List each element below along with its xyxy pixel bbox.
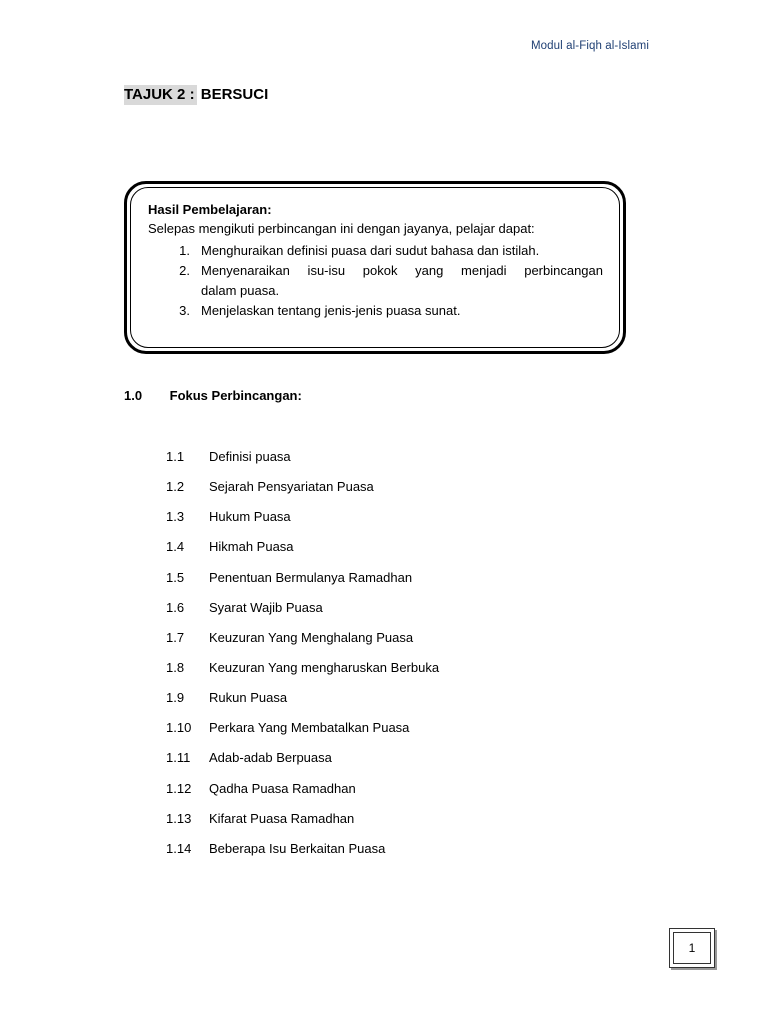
topic-number: 1.2: [166, 479, 185, 495]
focus-topic-item: [166, 840, 439, 870]
topic-text: Adab-adab Berpuasa: [209, 750, 332, 766]
focus-topic-item: [166, 659, 439, 689]
outcome-number: 2.: [179, 263, 190, 278]
focus-topic-list: [166, 448, 439, 870]
outcome-text: Menyenaraikan isu-isu pokok yang menjadi perbincangan: [201, 263, 603, 278]
outcome-text: Menghuraikan definisi puasa dari sudut bahasa dan istilah.: [201, 243, 540, 258]
topic-text: Hukum Puasa: [209, 509, 291, 525]
topic-number: 1.10: [166, 720, 192, 736]
topic-text: Kifarat Puasa Ramadhan: [209, 810, 355, 826]
outcome-item: [148, 261, 603, 281]
topic-number: 1.8: [166, 659, 185, 675]
topic-number: 1.5: [166, 569, 185, 585]
focus-topic-item: [166, 508, 439, 538]
topic-text: Qadha Puasa Ramadhan: [209, 780, 356, 796]
topic-number: 1.1: [166, 449, 185, 464]
topic-number: 1.4: [166, 539, 185, 555]
topic-number: 1.13: [166, 810, 192, 826]
focus-topic-item: [166, 780, 439, 810]
topic-number: 1.12: [166, 780, 192, 796]
outcome-item-continuation: [148, 281, 603, 301]
title-label: TAJUK 2 :: [124, 86, 195, 103]
focus-topic-item: [166, 629, 439, 659]
page-number: 1: [673, 932, 711, 964]
section-number: 1.0: [124, 388, 143, 403]
section-title: Fokus Perbincangan:: [169, 388, 302, 403]
topic-number: 1.6: [166, 599, 185, 615]
focus-topic-item: [166, 810, 439, 840]
topic-text: Rukun Puasa: [209, 690, 288, 706]
topic-text: Keuzuran Yang mengharuskan Berbuka: [209, 659, 440, 675]
topic-text: Hikmah Puasa: [209, 539, 294, 555]
topic-text: Sejarah Pensyariatan Puasa: [209, 479, 374, 495]
outcome-text: Menjelaskan tentang jenis-jenis puasa sunat.: [201, 303, 461, 318]
focus-topic-item: [166, 689, 439, 719]
topic-text: Perkara Yang Membatalkan Puasa: [209, 720, 410, 736]
topic-number: 1.3: [166, 509, 185, 525]
topic-text: Syarat Wajib Puasa: [209, 599, 323, 615]
outcome-number: [148, 281, 190, 301]
page-title: [124, 86, 268, 103]
focus-topic-item: [166, 749, 439, 779]
focus-topic-item: [166, 719, 439, 749]
focus-topic-item: [166, 569, 439, 599]
topic-number: 1.11: [166, 750, 191, 766]
topic-text: Keuzuran Yang Menghalang Puasa: [209, 629, 414, 645]
outcome-item: [148, 301, 603, 321]
learning-outcomes-heading: Hasil Pembelajaran:: [148, 202, 272, 217]
focus-section-heading: [124, 388, 302, 403]
title-name: BERSUCI: [200, 86, 269, 103]
topic-number: 1.14: [166, 840, 192, 856]
learning-outcomes-list: [148, 241, 603, 321]
topic-text: Penentuan Bermulanya Ramadhan: [209, 569, 413, 585]
focus-topic-item: [166, 448, 439, 478]
outcome-text: dalam puasa.: [201, 283, 280, 298]
topic-number: 1.9: [166, 690, 185, 706]
topic-number: 1.7: [166, 629, 185, 645]
outcome-number: 1.: [179, 243, 190, 258]
outcome-number: 3.: [179, 303, 190, 318]
focus-topic-item: [166, 478, 439, 508]
page-number-box: [669, 928, 715, 968]
topic-text: Beberapa Isu Berkaitan Puasa: [209, 840, 386, 856]
outcome-item: [148, 241, 603, 261]
learning-outcomes-intro: Selepas mengikuti perbincangan ini dengan jayanya, pelajar dapat:: [148, 221, 535, 236]
topic-text: Definisi puasa: [209, 449, 291, 464]
focus-topic-item: [166, 599, 439, 629]
module-header: Modul al-Fiqh al-Islami: [531, 40, 649, 52]
focus-topic-item: [166, 538, 439, 568]
